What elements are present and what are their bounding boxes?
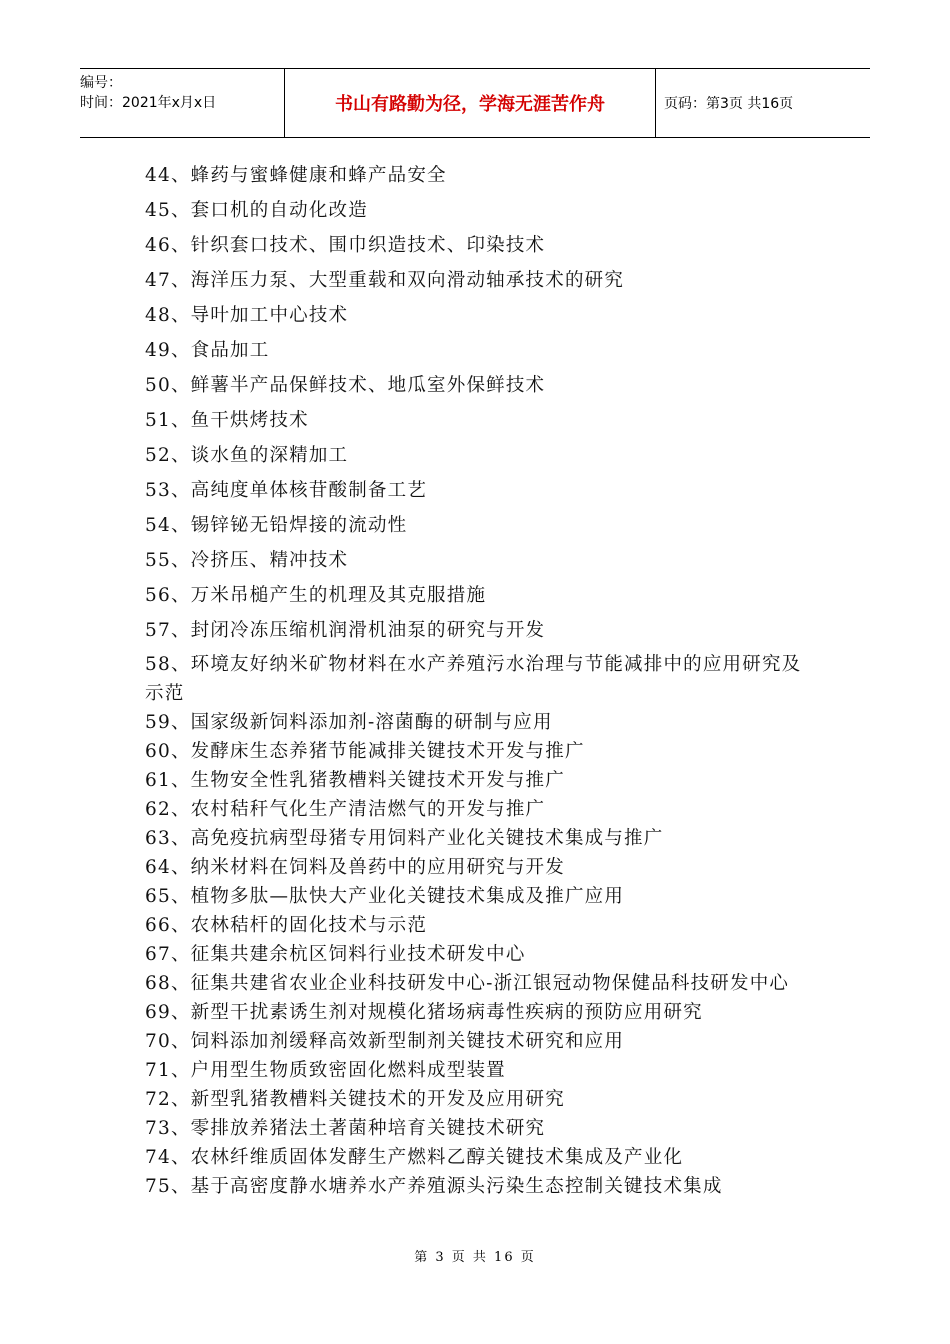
list-item: 55、冷挤压、精冲技术 <box>145 550 349 571</box>
list-item: 51、鱼干烘烤技术 <box>145 410 309 431</box>
list-item: 62、农村秸秆气化生产清洁燃气的开发与推广 <box>145 799 546 820</box>
time-label: 时间：2021年x月x日 <box>80 95 217 111</box>
list-item: 73、零排放养猪法土著菌种培育关键技术研究 <box>145 1118 546 1139</box>
list-item: 47、海洋压力泵、大型重载和双向滑动轴承技术的研究 <box>145 270 625 291</box>
list-item: 74、农林纤维质固体发酵生产燃料乙醇关键技术集成及产业化 <box>145 1147 684 1168</box>
header-meta <box>80 69 284 137</box>
list-item: 57、封闭冷冻压缩机润滑机油泵的研究与开发 <box>145 620 546 641</box>
list-item: 49、食品加工 <box>145 340 270 361</box>
footer-page-number: 第 3 页 共 16 页 <box>414 1250 536 1265</box>
list-item: 63、高免疫抗病型母猪专用饲料产业化关键技术集成与推广 <box>145 828 664 849</box>
list-item: 67、征集共建余杭区饲料行业技术研发中心 <box>145 944 526 965</box>
list-item: 54、锡锌铋无铅焊接的流动性 <box>145 515 408 536</box>
list-item: 66、农林秸杆的固化技术与示范 <box>145 915 428 936</box>
list-item: 46、针织套口技术、围巾织造技术、印染技术 <box>145 235 546 256</box>
list-item: 72、新型乳猪教槽料关键技术的开发及应用研究 <box>145 1089 565 1110</box>
page-label: 页码：第3页 共16页 <box>664 96 794 112</box>
list-item: 71、户用型生物质致密固化燃料成型装置 <box>145 1060 506 1081</box>
list-item: 58、环境友好纳米矿物材料在水产养殖污水治理与节能减排中的应用研究及示范 <box>145 654 802 704</box>
list-item: 59、国家级新饲料添加剂-溶菌酶的研制与应用 <box>145 712 553 733</box>
list-item: 70、饲料添加剂缓释高效新型制剂关键技术研究和应用 <box>145 1031 625 1052</box>
header-page-info <box>656 69 870 137</box>
list-item: 52、谈水鱼的深精加工 <box>145 445 349 466</box>
page-footer <box>0 1246 950 1265</box>
list-item: 45、套口机的自动化改造 <box>145 200 368 221</box>
list-item: 65、植物多肽—肽快大产业化关键技术集成及推广应用 <box>145 886 625 907</box>
list-item: 61、生物安全性乳猪教槽料关键技术开发与推广 <box>145 770 565 791</box>
header-motto <box>284 69 656 137</box>
page-header <box>80 68 870 138</box>
list-item: 48、导叶加工中心技术 <box>145 305 349 326</box>
list-item: 56、万米吊槌产生的机理及其克服措施 <box>145 585 487 606</box>
list-item: 44、蜂药与蜜蜂健康和蜂产品安全 <box>145 165 447 186</box>
list-item: 53、高纯度单体核苷酸制备工艺 <box>145 480 428 501</box>
list-item: 50、鲜薯半产品保鲜技术、地瓜室外保鲜技术 <box>145 375 546 396</box>
list-item: 75、基于高密度静水塘养水产养殖源头污染生态控制关键技术集成 <box>145 1176 723 1197</box>
list-item: 64、纳米材料在饲料及兽药中的应用研究与开发 <box>145 857 565 878</box>
motto-text: 书山有路勤为径，学海无涯苦作舟 <box>335 94 605 115</box>
list-item: 69、新型干扰素诱生剂对规模化猪场病毒性疾病的预防应用研究 <box>145 1002 703 1023</box>
list-item: 60、发酵床生态养猪节能减排关键技术开发与推广 <box>145 741 585 762</box>
list-item: 68、征集共建省农业企业科技研发中心-浙江银冠动物保健品科技研发中心 <box>145 973 790 994</box>
serial-label: 编号： <box>80 75 122 91</box>
item-list <box>145 158 813 1201</box>
